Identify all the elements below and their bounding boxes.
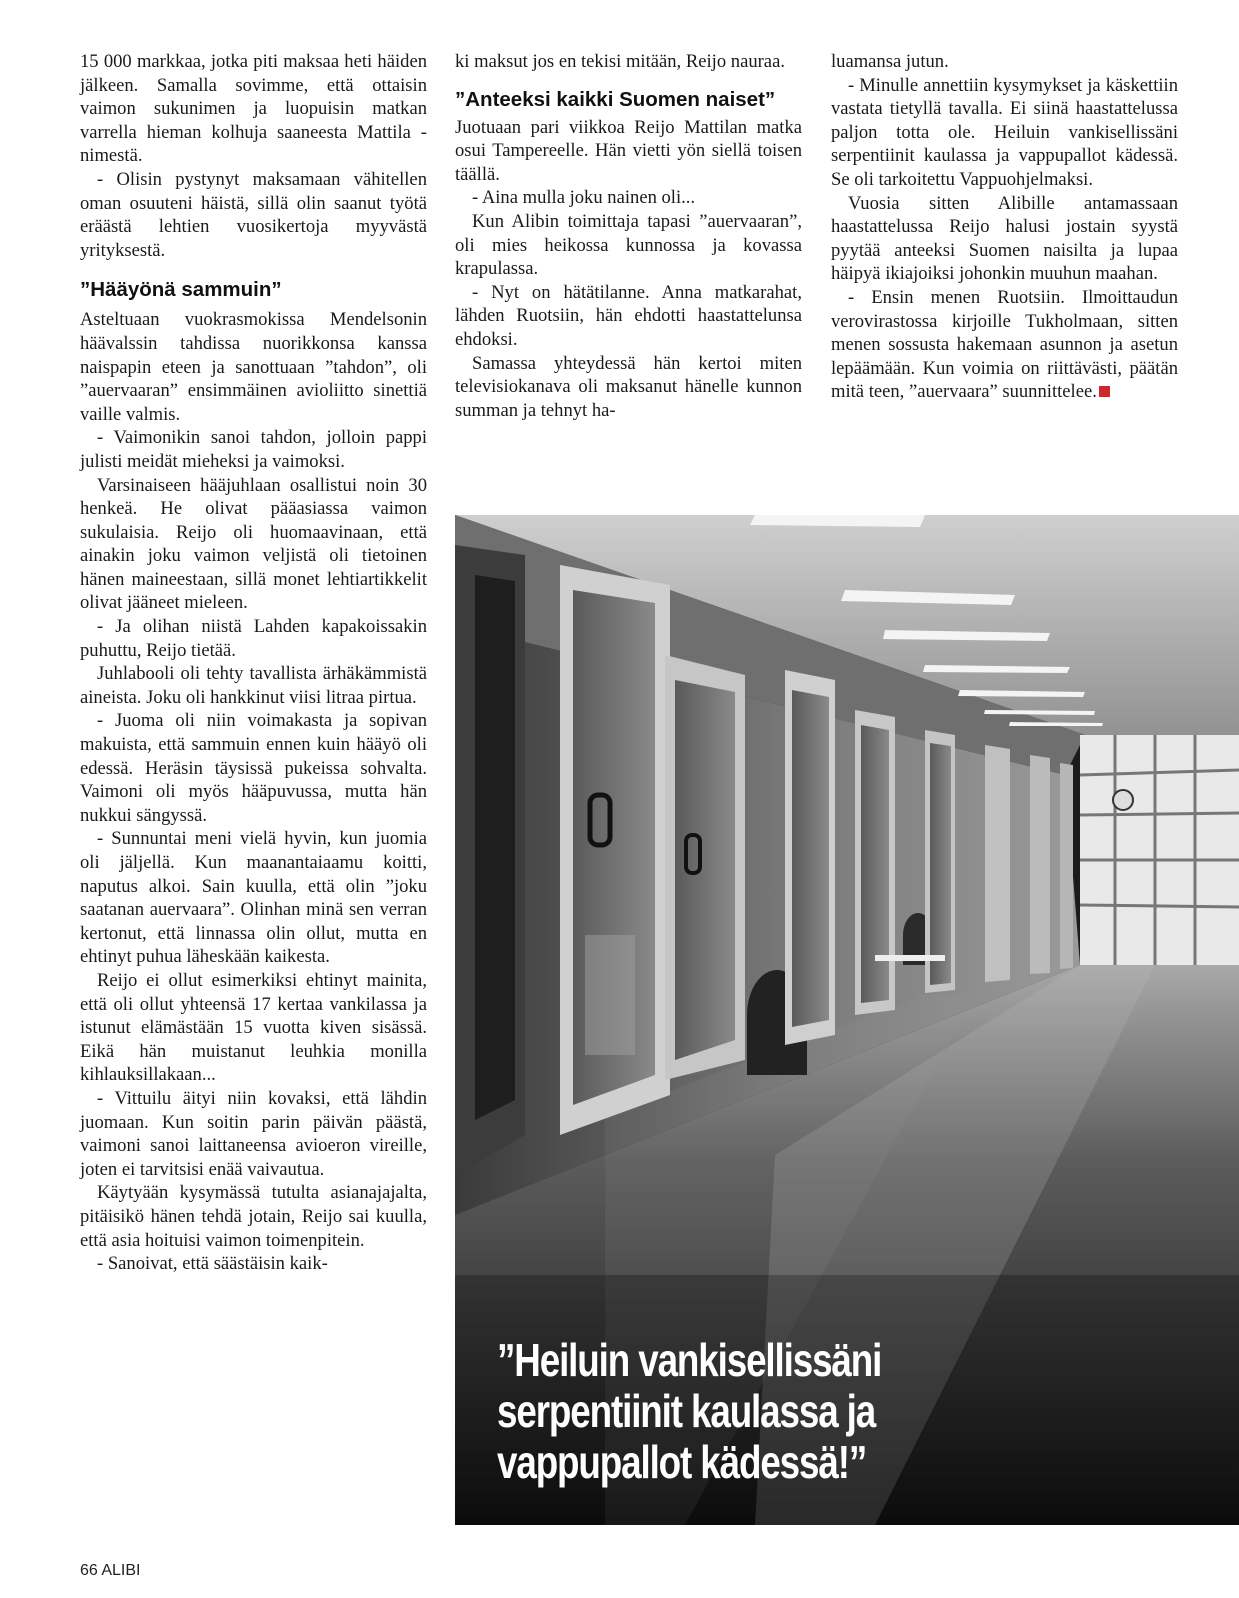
paragraph: Juotuaan pari viikkoa Reijo Mattilan matka osui Tampereelle. Hän vietti yön siellä toisen täällä. — [455, 116, 802, 185]
pull-quote-line: vappupallot kädessä!” — [497, 1436, 867, 1488]
subheading: ”Hääyönä sammuin” — [80, 278, 282, 302]
paragraph: Kun Alibin toimittaja tapasi ”auervaaran”, oli mies heikossa kunnossa ja kovassa krapulassa. — [455, 210, 802, 280]
article-column-2 — [455, 50, 802, 422]
paragraph: - Vaimonikin sanoi tahdon, jolloin pappi julisti meidät mieheksi ja vaimoksi. — [80, 427, 427, 472]
paragraph: 15 000 markkaa, jotka piti maksaa heti häiden jälkeen. Samalla sovimme, että ottaisin vaimon sukunimen ja luopuisin matkan varrella hieman kolhuja saaneesta Mattila -nimestä. — [80, 51, 427, 167]
paragraph: - Minulle annettiin kysymykset ja käskettiin vastata tietyllä tavalla. Ei siinä haastattelussa paljon totta ole. Heiluin vankisellissäni serpentiinit kaulassa ja vappupallot kädessä. Se oli tarkoitettu Vappuohjelmaksi. — [831, 74, 1178, 190]
paragraph: - Vittuilu äityi niin kovaksi, että lähdin juomaan. Kun soitin parin päivän päästä, vaimoni sanoi laittaneensa avioeron vireille, joten ei tarvitsisi enää vaivautua. — [80, 1087, 427, 1180]
paragraph: ki maksut jos en tekisi mitään, Reijo nauraa. — [455, 51, 785, 72]
paragraph: - Juoma oli niin voimakasta ja sopivan makuista, että sammuin ennen kuin hääyö oli edessä. Heräsin täysissä pukeissa sohvalta. Vaimoni oli myös hääpuvussa, mutta hän nukkui sängyssä. — [80, 710, 427, 826]
paragraph: - Nyt on hätätilanne. Anna matkarahat, lähden Ruotsiin, hän ehdotti haastattelunsa ehdoksi. — [455, 281, 802, 350]
paragraph: - Sunnuntai meni vielä hyvin, kun juomia oli jäljellä. Kun maanantaiaamu koitti, naputus alkoi. Sain kuulla, että olin ”joku saatanan auervaara”. Olinhan minä sen verran kertonut, että linnassa olin ollut, mutta en ehtinyt puhua läheskään kaikesta. — [80, 828, 427, 968]
paragraph — [831, 286, 1178, 404]
pull-quote — [497, 1335, 945, 1488]
paragraph: Reijo ei ollut esimerkiksi ehtinyt mainita, että oli ollut yhteensä 17 kertaa vankilassa ja istunut elämästään 15 vuotta kiven sisässä. Eikä hän muistanut leuhkia monilla kihlauksillakaan... — [80, 969, 427, 1086]
paragraph: - Aina mulla joku nainen oli... — [472, 187, 696, 209]
paragraph: luamansa jutun. — [831, 51, 949, 72]
paragraph: - Olisin pystynyt maksamaan vähitellen oman osuuteni häistä, sillä olin saanut työtä eräästä lehtien vuosikertoja myyvästä yrityksestä. — [80, 168, 427, 261]
paragraph: - Sanoivat, että säästäisin kaik- — [97, 1253, 328, 1275]
paragraph: Asteltuaan vuokrasmokissa Mendelsonin häävalssin tahdissa nuorikkonsa kanssa naispapin eteen ja sanottuaan ”tahdon”, oli ”auervaaran” ensimmäinen avioliitto sinettiä vaille valmis. — [80, 309, 427, 425]
paragraph: Käytyään kysymässä tutulta asianajajalta, pitäisikö hänen tehdä jotain, Reijo sai kuulla, että asia hoituisi vaimon toimenpitein. — [80, 1182, 427, 1251]
article-end-mark — [1099, 386, 1110, 397]
paragraph: Samassa yhteydessä hän kertoi miten televisiokanava oli maksanut hänelle kunnon summan ja tehnyt ha- — [455, 352, 802, 421]
page-footer: 66 ALIBI — [80, 1562, 141, 1579]
pull-quote-line: serpentiinit kaulassa ja — [497, 1385, 876, 1437]
paragraph: Vuosia sitten Alibille antamassaan haastattelussa Reijo halusi jostain syystä pyytää anteeksi Suomen naisilta ja lupaa häipyä ikiajoiksi johonkin muuhun maahan. — [831, 192, 1178, 285]
pull-quote-line: ”Heiluin vankisellissäni — [497, 1334, 882, 1386]
paragraph: Juhlabooli oli tehty tavallista ärhäkämmistä aineista. Joku oli hankkinut viisi litraa pirtua. — [80, 663, 427, 708]
paragraph: Varsinaiseen hääjuhlaan osallistui noin 30 henkeä. He olivat pääasiassa vaimon sukulaisia. Reijo oli huomaavinaan, että ainakin joku vaimon veljistä oli tietoinen hänen maineestaan, sillä monet lehtiartikkelit olivat jääneet mieleen. — [80, 474, 427, 614]
subheading: ”Anteeksi kaikki Suomen naiset” — [455, 87, 776, 111]
article-column-1 — [80, 50, 427, 1276]
paragraph: - Ja olihan niistä Lahden kapakoissakin puhuttu, Reijo tietää. — [80, 616, 427, 661]
article-column-3 — [831, 50, 1178, 404]
paragraph-text: - Ensin menen Ruotsiin. Ilmoittaudun verovirastossa kirjoille Tukholmaan, sitten menen sossusta hakemaan asunnon ja asetun lepäämään. Kun voimia on riittävästi, päätän mitä teen, ”auervaara” suunnittelee. — [831, 286, 1178, 403]
